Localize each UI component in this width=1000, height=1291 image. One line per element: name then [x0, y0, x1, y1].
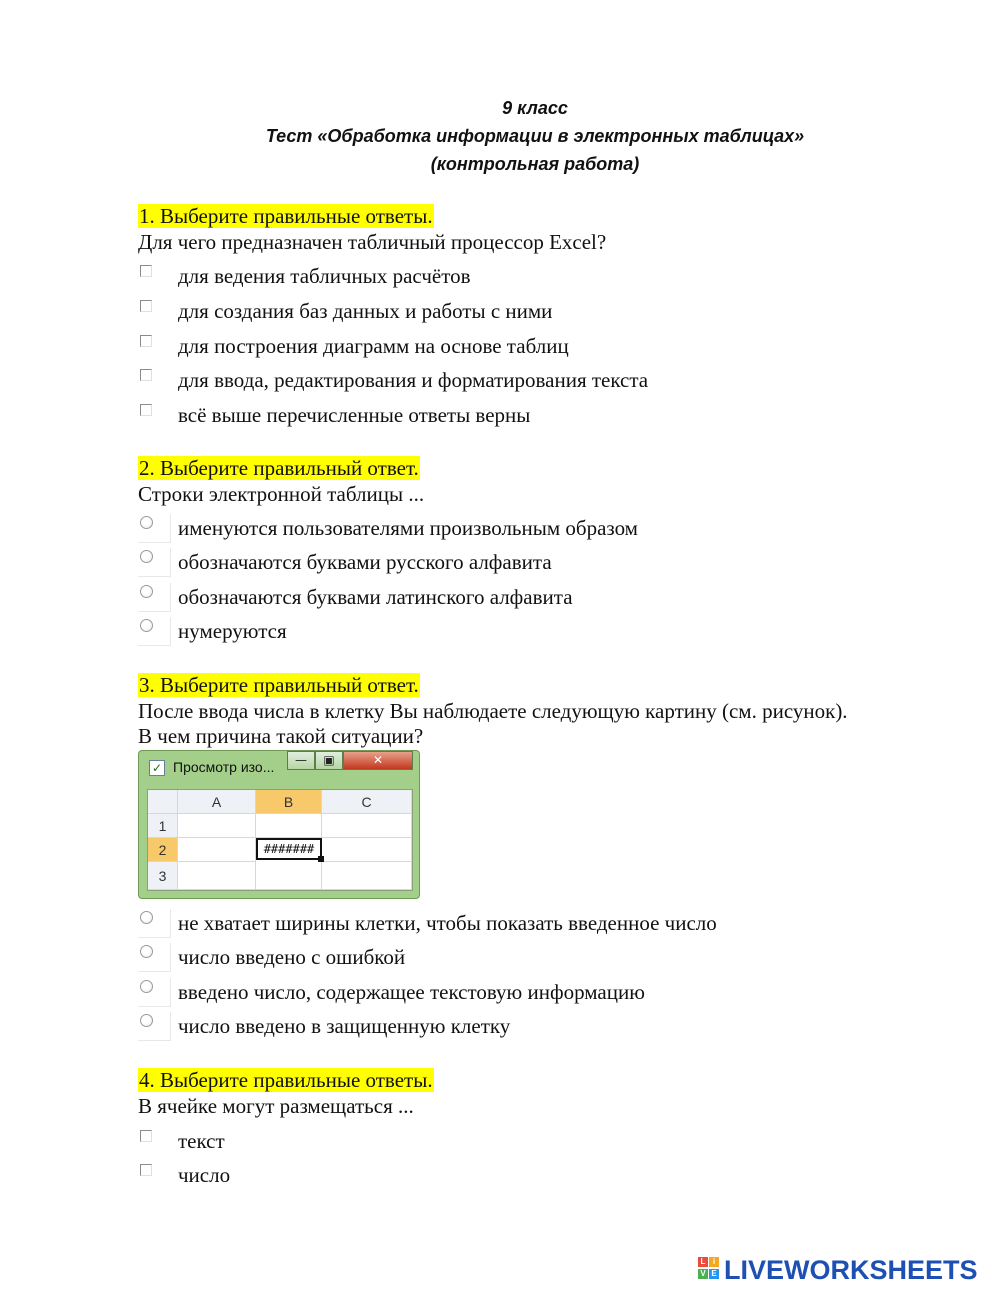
question-3-text-line-1: После ввода числа в клетку Вы наблюдаете следующую картину (см. рисунок).: [138, 699, 848, 723]
option-label: для ведения табличных расчётов: [178, 264, 471, 288]
q1-option-1[interactable]: [138, 262, 938, 292]
logo-letter: i: [709, 1257, 719, 1267]
q3-option-1[interactable]: [138, 909, 938, 939]
grade-label: 9 класс: [502, 98, 568, 118]
fill-handle: [318, 856, 324, 862]
checkbox[interactable]: [140, 404, 152, 416]
grid-cell: [322, 838, 412, 862]
test-subtitle: (контрольная работа): [430, 154, 640, 174]
option-label: обозначаются буквами русского алфавита: [178, 550, 552, 574]
option-label: обозначаются буквами латинского алфавита: [178, 585, 573, 609]
option-label: не хватает ширины клетки, чтобы показать введенное число: [178, 911, 717, 935]
minimize-icon: —: [287, 751, 315, 770]
checkbox[interactable]: [140, 1130, 152, 1142]
radio-button[interactable]: [140, 619, 153, 632]
grid-cell: [256, 862, 322, 890]
column-header: C: [322, 790, 412, 814]
q3-option-4[interactable]: [138, 1012, 938, 1042]
q1-option-4[interactable]: [138, 366, 938, 396]
logo-mark-icon: [698, 1257, 720, 1281]
checkmark-icon: ✓: [149, 760, 165, 776]
question-3-title: 3. Выберите правильный ответ.: [139, 673, 419, 697]
question-2-title: 2. Выберите правильный ответ.: [139, 456, 419, 480]
maximize-icon: ▣: [315, 751, 343, 770]
checkbox[interactable]: [140, 369, 152, 381]
option-label: текст: [178, 1129, 225, 1153]
spreadsheet-grid: [147, 789, 413, 891]
checkbox[interactable]: [140, 1164, 152, 1176]
q2-option-3[interactable]: [138, 583, 938, 613]
radio-button[interactable]: [140, 911, 153, 924]
excel-window-title: Просмотр изо...: [173, 759, 275, 775]
question-1-text: Для чего предназначен табличный процессор Excel?: [138, 230, 607, 254]
grid-cell: [178, 862, 256, 890]
question-3-text-line-2: В чем причина такой ситуации?: [138, 724, 424, 748]
checkbox[interactable]: [140, 300, 152, 312]
option-label: для ввода, редактирования и форматирования текста: [178, 368, 649, 392]
selected-cell-b2: #######: [256, 838, 322, 860]
row-header: 2: [148, 838, 178, 862]
column-header: B: [256, 790, 322, 814]
row-header: 3: [148, 862, 178, 890]
checkbox[interactable]: [140, 265, 152, 277]
document-header: [0, 94, 1000, 178]
q3-option-2[interactable]: [138, 943, 938, 973]
logo-letter: E: [709, 1269, 719, 1279]
radio-button[interactable]: [140, 1014, 153, 1027]
option-label: введено число, содержащее текстовую информацию: [178, 980, 645, 1004]
q2-option-4[interactable]: [138, 617, 938, 647]
option-label: всё выше перечисленные ответы верны: [178, 403, 531, 427]
radio-button[interactable]: [140, 945, 153, 958]
column-header: A: [178, 790, 256, 814]
q4-option-2[interactable]: [138, 1161, 938, 1191]
grid-cell: [322, 862, 412, 890]
option-label: для создания баз данных и работы с ними: [178, 299, 553, 323]
window-controls: [287, 751, 413, 771]
question-1-title: 1. Выберите правильные ответы.: [139, 204, 433, 228]
test-title: Тест «Обработка информации в электронных таблицах»: [265, 126, 805, 146]
q2-option-1[interactable]: [138, 514, 938, 544]
checkbox[interactable]: [140, 335, 152, 347]
question-4-text: В ячейке могут размещаться ...: [138, 1094, 414, 1118]
radio-button[interactable]: [140, 585, 153, 598]
select-all-corner: [148, 790, 178, 814]
question-4-title: 4. Выберите правильные ответы.: [139, 1068, 433, 1092]
row-header: 1: [148, 814, 178, 838]
grid-cell: [178, 838, 256, 862]
option-label: для построения диаграмм на основе таблиц: [178, 334, 569, 358]
option-label: именуются пользователями произвольным образом: [178, 516, 638, 540]
q3-option-3[interactable]: [138, 978, 938, 1008]
radio-button[interactable]: [140, 980, 153, 993]
q1-option-5[interactable]: [138, 401, 938, 431]
logo-letter: V: [698, 1269, 708, 1279]
grid-cell: [178, 814, 256, 838]
option-label: число введено с ошибкой: [178, 945, 406, 969]
option-label: нумеруются: [178, 619, 287, 643]
question-2-text: Строки электронной таблицы ...: [138, 482, 425, 506]
option-label: число: [178, 1163, 231, 1187]
logo-letter: L: [698, 1257, 708, 1267]
radio-button[interactable]: [140, 516, 153, 529]
option-label: число введено в защищенную клетку: [178, 1014, 511, 1038]
q2-option-2[interactable]: [138, 548, 938, 578]
excel-window-image: [138, 750, 420, 899]
close-icon: ✕: [343, 751, 413, 770]
grid-cell: [322, 814, 412, 838]
grid-cell: [256, 814, 322, 838]
q1-option-2[interactable]: [138, 297, 938, 327]
radio-button[interactable]: [140, 550, 153, 563]
q1-option-3[interactable]: [138, 332, 938, 362]
q4-option-1[interactable]: [138, 1127, 938, 1157]
logo-text: LIVEWORKSHEETS: [724, 1255, 978, 1285]
